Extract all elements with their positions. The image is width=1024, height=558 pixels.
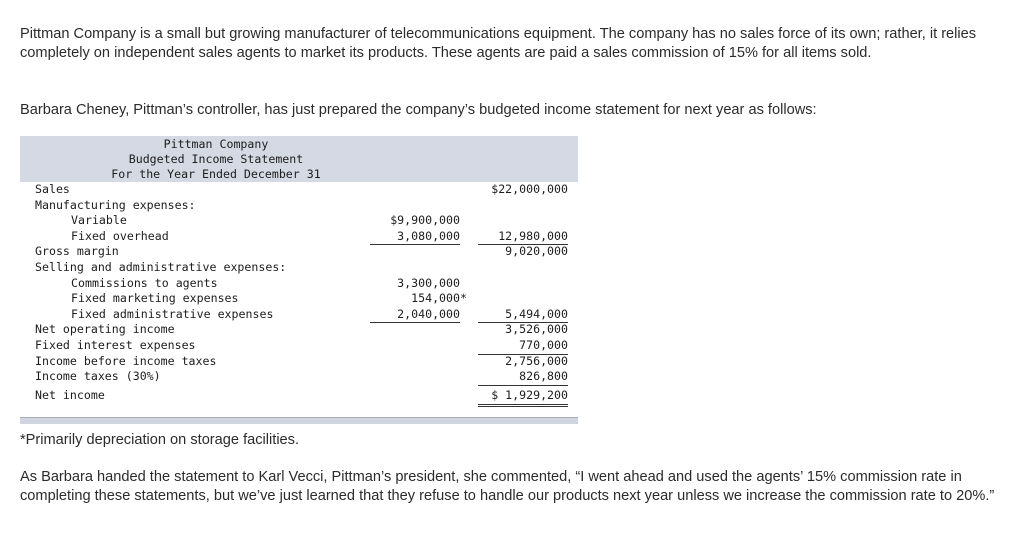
row-label: Selling and administrative expenses: [35,260,287,274]
statement-bottom-border [20,417,578,424]
statement-row [20,182,578,198]
statement-header [20,136,578,182]
statement-row [20,244,578,260]
statement-row [20,307,578,323]
row-amount: 154,000 [411,291,460,306]
intro-paragraph-2: Barbara Cheney, Pittman’s controller, has just prepared the company’s budgeted income statement for next year as follows: [20,102,817,118]
row-amount: 2,040,000 [370,307,460,324]
row-total: 826,800 [478,369,568,386]
row-label: Variable [71,213,127,228]
row-label: Net operating income [35,322,175,337]
row-label: Fixed administrative expenses [71,306,274,321]
row-label: Commissions to agents [71,275,218,290]
statement-company-name: Pittman Company [163,137,269,151]
statement-title: Budgeted Income Statement [128,152,304,166]
row-label: Fixed interest expenses [35,338,196,352]
row-total: $ 1,929,200 [478,388,568,407]
row-total: 770,000 [478,338,568,355]
statement-row [20,213,578,229]
row-total: 3,526,000 [505,322,568,337]
statement-row [20,276,578,292]
row-amount: 3,080,000 [370,229,460,246]
statement-row [20,354,578,370]
footnote-text: *Primarily depreciation on storage facilities. [20,432,300,448]
statement-row [20,338,578,354]
row-total: 9,020,000 [505,244,568,259]
row-label: Manufacturing expenses: [35,197,196,212]
footnote-asterisk: * [460,291,467,306]
statement-row [20,369,578,385]
statement-row [20,229,578,245]
statement-body [20,182,578,416]
row-total: 12,980,000 [478,229,568,246]
row-label: Sales [35,182,70,196]
row-label: Fixed marketing expenses [71,291,239,306]
row-total: 5,494,000 [478,307,568,324]
closing-paragraph: As Barbara handed the statement to Karl Vecci, Pittman’s president, she commented, “I went ahead and used the agents’ 15% commission rate in completing these statements, but we’ve just learned that they refuse to handle our products next year unless we increase the commission rate to 20%.” [20,469,995,504]
statement-row [20,388,578,404]
statement-row [20,322,578,338]
intro-paragraph: Pittman Company is a small but growing manufacturer of telecommunications equipment. The company has no sales force of its own; rather, it relies completely on independent sales agents to market its products. These agents are paid a sales commission of 15% for all items sold. [20,26,977,61]
row-total: $22,000,000 [491,182,568,196]
row-label: Net income [35,388,105,402]
statement-row [20,260,578,276]
row-total: 2,756,000 [505,353,568,368]
row-label: Income taxes (30%) [35,369,161,384]
row-amount: 3,300,000 [397,275,460,290]
row-label: Gross margin [35,244,119,259]
statement-row [20,198,578,214]
row-amount: $9,900,000 [390,213,460,228]
row-label: Fixed overhead [71,228,169,243]
income-statement-table [20,136,578,424]
statement-period: For the Year Ended December 31 [111,167,321,181]
row-label: Income before income taxes [35,353,217,368]
statement-row [20,291,578,307]
